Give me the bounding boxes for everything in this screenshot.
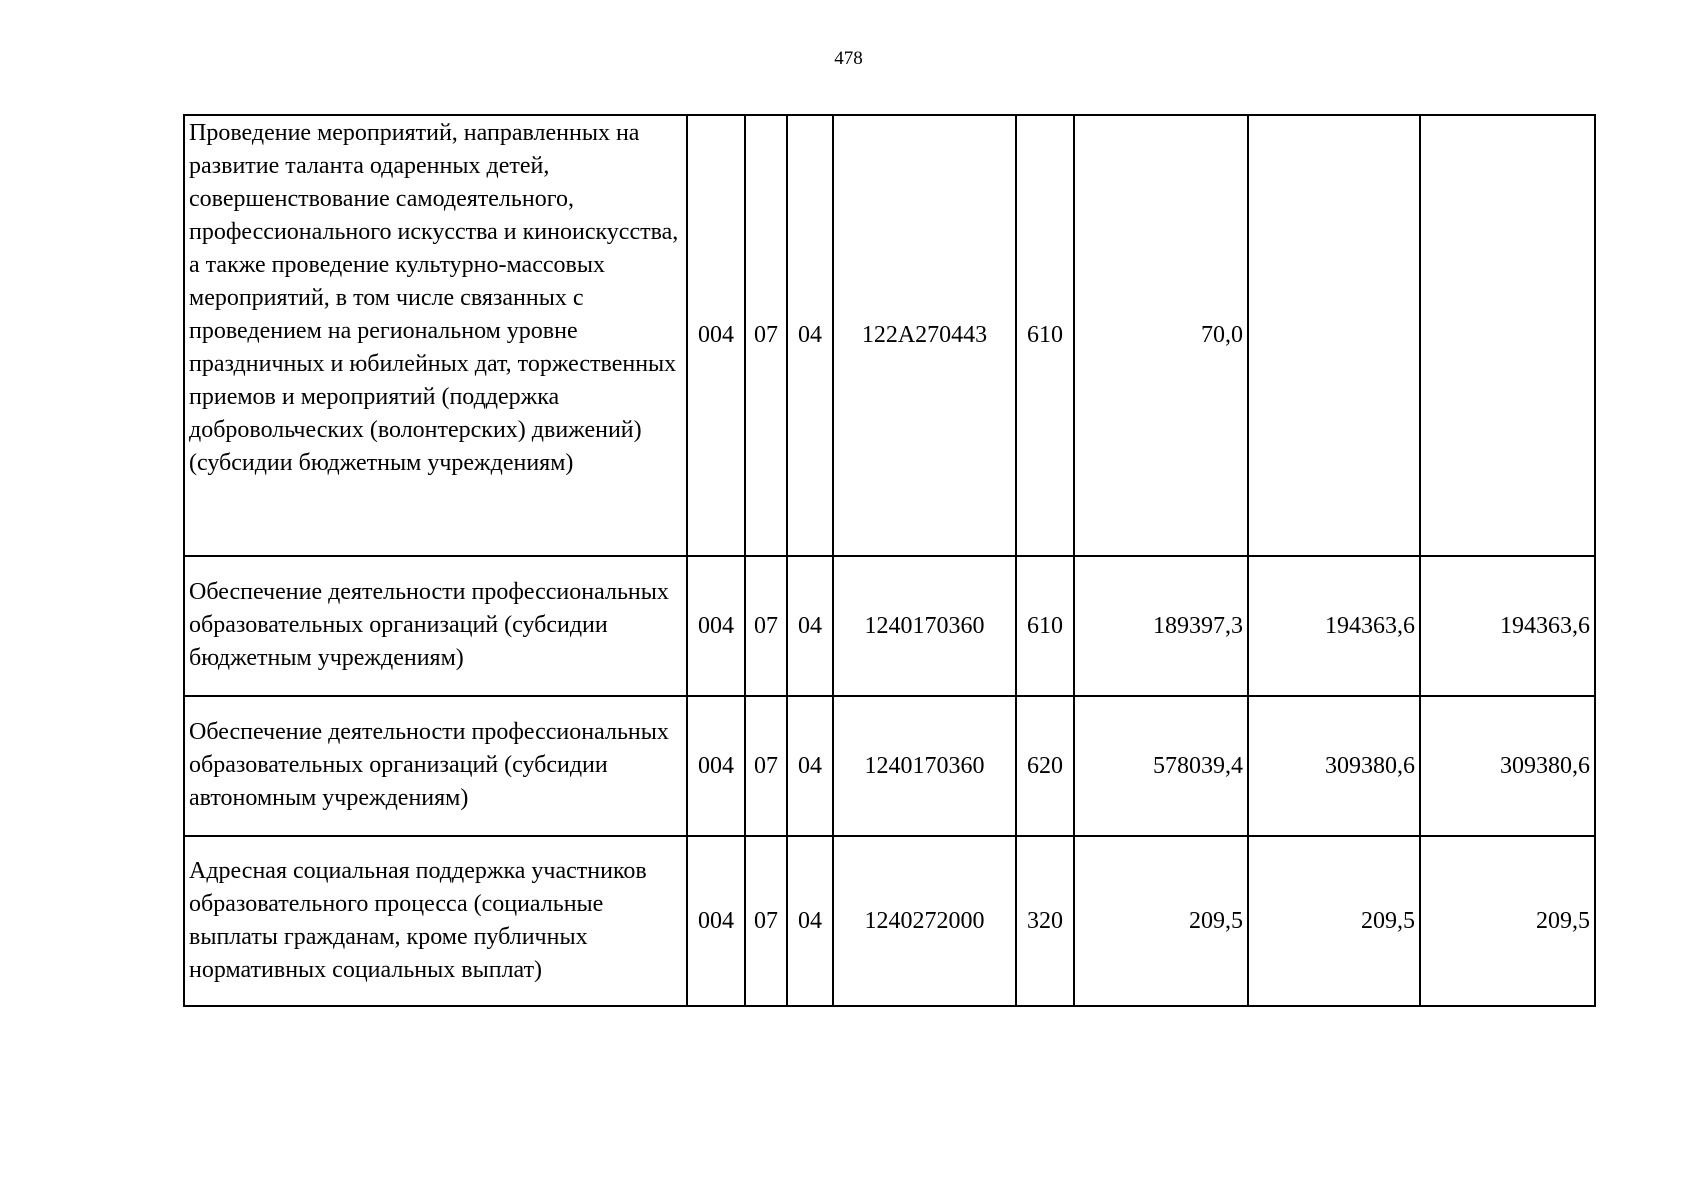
table-row [184,115,1595,556]
amount-year-3: 309380,6 [1420,696,1595,836]
table-row [184,556,1595,696]
section-code: 07 [745,836,787,1006]
amount-year-1: 70,0 [1074,115,1248,556]
subsection-code: 04 [787,836,833,1006]
amount-year-3: 194363,6 [1420,556,1595,696]
page-number: 478 [834,48,863,69]
budget-table [183,114,1596,1007]
expense-type-code: 610 [1016,556,1074,696]
row-description: Обеспечение деятельности профессиональных образовательных организаций (субсидии автономным учреждениям) [184,696,687,836]
section-code: 07 [745,696,787,836]
target-article-code: 122A270443 [833,115,1016,556]
ministry-code: 004 [687,556,745,696]
amount-year-1: 189397,3 [1074,556,1248,696]
ministry-code: 004 [687,696,745,836]
subsection-code: 04 [787,115,833,556]
subsection-code: 04 [787,696,833,836]
expense-type-code: 610 [1016,115,1074,556]
ministry-code: 004 [687,836,745,1006]
ministry-code: 004 [687,115,745,556]
section-code: 07 [745,115,787,556]
expense-type-code: 320 [1016,836,1074,1006]
amount-year-1: 209,5 [1074,836,1248,1006]
target-article-code: 1240170360 [833,696,1016,836]
expense-type-code: 620 [1016,696,1074,836]
amount-year-2: 209,5 [1248,836,1420,1006]
amount-year-3: 209,5 [1420,836,1595,1006]
amount-year-1: 578039,4 [1074,696,1248,836]
row-description: Адресная социальная поддержка участников образовательного процесса (социальные выплаты гражданам, кроме публичных нормативных социальных выплат) [184,836,687,1006]
row-description: Обеспечение деятельности профессиональных образовательных организаций (субсидии бюджетным учреждениям) [184,556,687,696]
subsection-code: 04 [787,556,833,696]
table-row [184,696,1595,836]
amount-year-3 [1420,115,1595,556]
section-code: 07 [745,556,787,696]
table-row [184,836,1595,1006]
amount-year-2 [1248,115,1420,556]
target-article-code: 1240272000 [833,836,1016,1006]
amount-year-2: 309380,6 [1248,696,1420,836]
amount-year-2: 194363,6 [1248,556,1420,696]
row-description: Проведение мероприятий, направленных на развитие таланта одаренных детей, совершенствование самодеятельного, профессионального искусства и киноискусства, а также проведение культурно-массовых мероприятий, в том числе связанных с проведением на региональном уровне праздничных и юбилейных дат, торжественных приемов и мероприятий (поддержка добровольческих (волонтерских) движений) (субсидии бюджетным учреждениям) [184,115,687,556]
target-article-code: 1240170360 [833,556,1016,696]
